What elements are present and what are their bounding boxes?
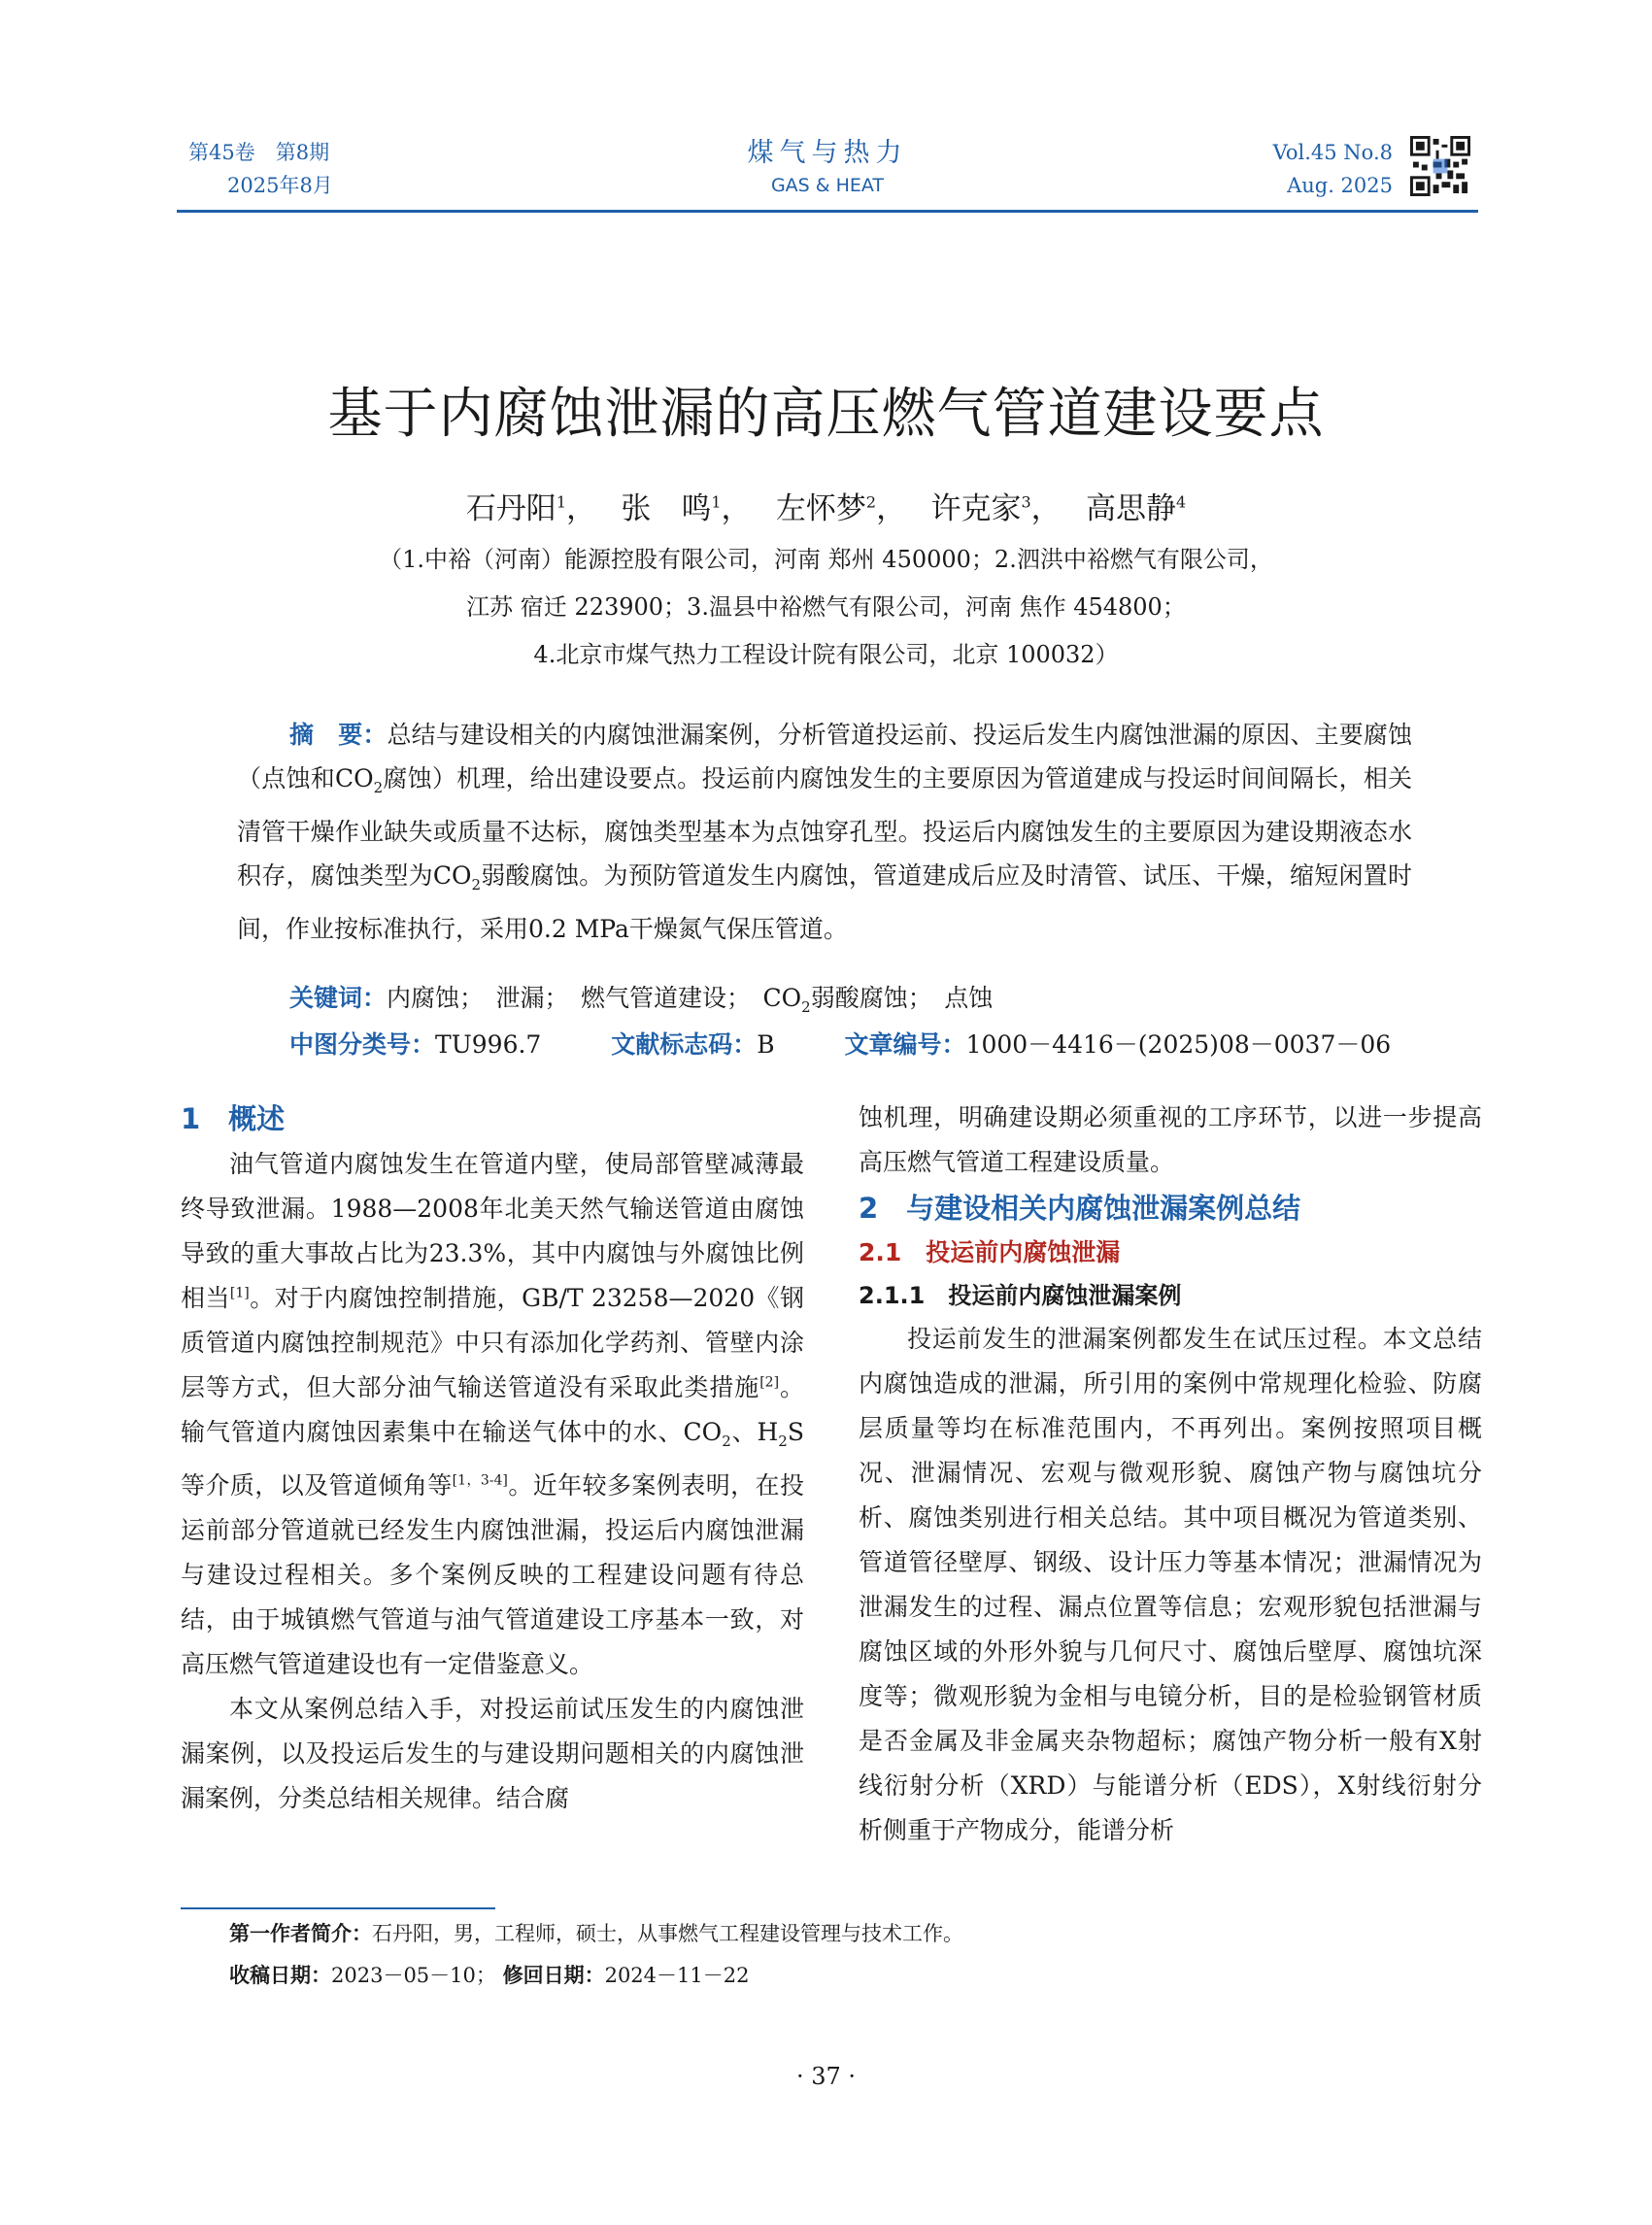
- doc-code-label: 文献标志码：: [611, 1030, 758, 1059]
- abstract-text: 弱酸腐蚀。为预防管道发生内腐蚀，管道建成后应及时清管、试压、干燥，缩短闲置时间，作业按标准执行，采用0.2 MPa干燥氮气保压管道。: [237, 861, 1412, 943]
- section-heading: 1 概述: [181, 1102, 286, 1135]
- volume-issue-en: Vol.45 No.8: [1272, 141, 1393, 164]
- paragraph: [181, 1142, 804, 1687]
- author-aff: 1: [556, 492, 566, 512]
- citation[interactable]: [1]: [229, 1285, 250, 1301]
- author-list: 石丹阳$^1$， 张 鸣$^1$， 左怀梦$^2$， 许克家$^3$， 高思静$^4$: [465, 491, 1187, 526]
- author: 许克家: [930, 491, 1022, 526]
- abstract-label: 摘 要：: [289, 721, 388, 749]
- article-no-label: 文章编号：: [844, 1030, 966, 1059]
- section-heading: 2 与建设相关内腐蚀泄漏案例总结: [859, 1192, 1301, 1225]
- citation[interactable]: [1，3-4]: [452, 1472, 508, 1489]
- subscript: 2: [722, 1433, 731, 1450]
- text: S等介质，以及管道倾角等: [181, 1418, 804, 1500]
- qr-code-icon[interactable]: [1410, 136, 1470, 196]
- received-date: 2023－05－10；: [331, 1964, 496, 1987]
- journal-name-en: GAS & HEAT: [770, 175, 885, 196]
- received-label: 收稿日期：: [229, 1963, 331, 1987]
- subscript: 2: [778, 1433, 788, 1450]
- text: 、H: [730, 1418, 779, 1446]
- volume-issue: 第45卷 第8期: [188, 141, 330, 164]
- keywords-text: 内腐蚀； 泄漏； 燃气管道建设； CO: [387, 984, 802, 1012]
- paragraph: 蚀机理，明确建设期必须重视的工序环节，以进一步提高高压燃气管道工程建设质量。: [859, 1103, 1482, 1176]
- author-aff: 4: [1176, 492, 1187, 512]
- abstract-text: 总结与建设相关的内腐蚀泄漏案例，分析管道投运前、投运后发生内腐蚀泄漏的原因、主要腐蚀（点蚀和CO: [237, 721, 1412, 792]
- abstract-text: 腐蚀）机理，给出建设要点。投运前内腐蚀发生的主要原因为管道建成与投运时间间隔长，相关清管干燥作业缺失或质量不达标，腐蚀类型基本为点蚀穿孔型。投运后内腐蚀发生的主要原因为建设期液态水积存，腐蚀类型为CO: [237, 764, 1413, 890]
- abstract: [237, 713, 1412, 951]
- affiliation-line: 4.北京市煤气热力工程设计院有限公司，北京 100032）: [533, 641, 1119, 668]
- paragraph: 本文从案例总结入手，对投运前试压发生的内腐蚀泄漏案例，以及投运后发生的与建设期问题相关的内腐蚀泄漏案例，分类总结相关规律。结合腐: [181, 1695, 804, 1812]
- revised-date: 2024－11－22: [604, 1964, 750, 1987]
- issue-date-en: Aug. 2025: [1287, 174, 1393, 197]
- affiliation-line: （1.中裕（河南）能源控股有限公司，河南 郑州 450000；2.泗洪中裕燃气有限公司，: [379, 546, 1273, 573]
- page-number: · 37 ·: [795, 2063, 857, 2090]
- keywords-text: 弱酸腐蚀； 点蚀: [810, 984, 994, 1012]
- author-aff: 1: [711, 492, 722, 512]
- classification: [289, 1026, 1391, 1064]
- subscript: 2: [801, 998, 811, 1016]
- dates: [229, 1960, 749, 1989]
- header-rule: [177, 210, 1478, 213]
- article-no: 1000－4416－(2025)08－0037－06: [965, 1030, 1392, 1059]
- left-column: [181, 1096, 804, 1821]
- revised-label: 修回日期：: [502, 1963, 605, 1987]
- affiliation-line: 江苏 宿迁 223900；3.温县中裕燃气有限公司，河南 焦作 454800；: [466, 593, 1186, 621]
- keywords-label: 关键词：: [289, 984, 388, 1012]
- header-right: [1273, 136, 1393, 202]
- text: 。近年较多案例表明，在投运前部分管道就已经发生内腐蚀泄漏，投运后内腐蚀泄漏与建设过程相关。多个案例反映的工程建设问题有待总结，由于城镇燃气管道与油气管道建设工序基本一致，对高压燃气管道建设也有一定借鉴意义。: [181, 1471, 804, 1678]
- footnote-rule: [181, 1907, 495, 1909]
- text: 油气管道内腐蚀发生在管道内壁，使局部管壁减薄最终导致泄漏。1988—2008年北美天然气输送管道由腐蚀导致的重大事故占比为23.3%，其中内腐蚀与外腐蚀比例相当: [181, 1150, 804, 1312]
- author-aff: 3: [1021, 492, 1031, 512]
- author: 石丹阳: [465, 491, 556, 526]
- keywords: [289, 979, 993, 1027]
- subscript: 2: [471, 876, 482, 893]
- subscript: 2: [373, 779, 384, 796]
- author-bio-text: 石丹阳，男，工程师，硕士，从事燃气工程建设管理与技术工作。: [372, 1922, 963, 1945]
- author-bio-label: 第一作者简介：: [229, 1921, 372, 1945]
- clc-code: TU996.7: [435, 1030, 542, 1059]
- author: 左怀梦: [775, 491, 866, 526]
- subsubsection-heading: 2.1.1 投运前内腐蚀泄漏案例: [859, 1282, 1182, 1309]
- paragraph: 投运前发生的泄漏案例都发生在试压过程。本文总结内腐蚀造成的泄漏，所引用的案例中常规理化检验、防腐层质量等均在标准范围内，不再列出。案例按照项目概况、泄漏情况、宏观与微观形貌、腐蚀产物与腐蚀坑分析、腐蚀类别进行相关总结。其中项目概况为管道类别、管道管径壁厚、钢级、设计压力等基本情况；泄漏情况为泄漏发生的过程、漏点位置等信息；宏观形貌包括泄漏与腐蚀区域的外形外貌与几何尺寸、腐蚀后壁厚、腐蚀坑深度等；微观形貌为金相与电镜分析，目的是检验钢管材质是否金属及非金属夹杂物超标；腐蚀产物分析一般有X射线衍射分析（XRD）与能谱分析（EDS），X射线衍射分析侧重于产物成分，能谱分析: [859, 1325, 1482, 1844]
- text: 。对于内腐蚀控制措施，GB/T 23258—2020《钢质管道内腐蚀控制规范》中只有添加化学药剂、管壁内涂层等方式，但大部分油气输送管道没有采取此类措施: [181, 1284, 804, 1401]
- running-header: [177, 136, 1478, 216]
- author: 张 鸣: [621, 491, 712, 526]
- text: 。输气管道内腐蚀因素集中在输送气体中的水、CO: [181, 1373, 804, 1446]
- journal-name-cn: 煤气与热力: [747, 138, 908, 168]
- issue-date-cn: 2025年8月: [227, 174, 333, 197]
- subsection-heading: 2.1 投运前内腐蚀泄漏: [859, 1238, 1121, 1266]
- author-aff: 2: [865, 492, 877, 512]
- page-title: 基于内腐蚀泄漏的高压燃气管道建设要点: [327, 383, 1325, 446]
- right-column: [859, 1096, 1482, 1853]
- clc-label: 中图分类号：: [289, 1030, 436, 1059]
- doc-code: B: [757, 1030, 775, 1059]
- author-bio: [229, 1918, 963, 1947]
- citation[interactable]: [2]: [759, 1374, 780, 1391]
- author: 高思静: [1086, 491, 1176, 526]
